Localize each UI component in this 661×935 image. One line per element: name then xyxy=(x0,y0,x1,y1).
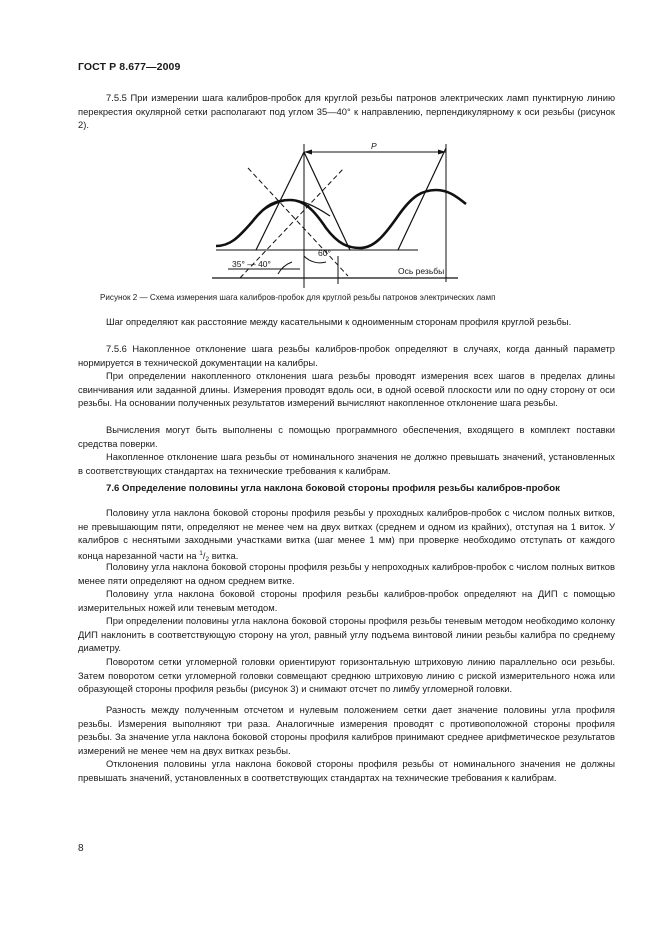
paragraph-7-5-6: 7.5.6 Накопленное отклонение шага резьбы калибров-пробок определяют в случаях, когда данный параметр нормируется в технической документации на калибры. xyxy=(78,343,615,368)
intro-paragraph: 7.5.5 При измерении шага калибров-пробок для круглой резьбы патронов электрических ламп пунктирную линию перекрестия окулярной сетки располагают под углом 35—40° к направлению, перпендикулярному к оси резьбы (рисунок 2). xyxy=(78,92,615,131)
label-range: 35° — 40° xyxy=(232,259,271,269)
paragraph-deviations: Отклонения половины угла наклона боковой стороны профиля резьбы от номинального значения не должны превышать значений, установленных в соответствующих стандартах на технические требования к калибрам. xyxy=(78,758,615,783)
paragraph-calculations: Вычисления могут быть выполнены с помощью программного обеспечения, входящего в комплект поставки средства поверки. xyxy=(78,424,615,449)
paragraph-accumulated-deviation: При определении накопленного отклонения шага резьбы проводят измерения всех шагов в пределах длины свинчивания или заданной длины. Измерения проводят вдоль оси, в одной осевой плоскости или по одну сторону от оси резьбы. На основании полученных результатов измерений вычисляют накопленное отклонение шага резьбы. xyxy=(78,370,615,409)
paragraph-shadow-method: При определении половины угла наклона боковой стороны профиля резьбы теневым методом необходимо колонку ДИП наклонить в соответствующую сторону на угол, равный углу подъема винтовой линии резьбы калибра по среднему диаметру. xyxy=(78,615,615,654)
paragraph-pitch-definition: Шаг определяют как расстояние между касательными к одноименным сторонам профиля круглой резьбы. xyxy=(106,316,572,327)
section-heading-7-6: 7.6 Определение половины угла наклона боковой стороны профиля резьбы калибров-пробок xyxy=(106,483,560,494)
fraction-numerator: 1 xyxy=(199,549,203,557)
thread-pitch-figure xyxy=(208,138,478,288)
paragraph-deviation-limit: Накопленное отклонение шага резьбы от номинального значения не должно превышать значений, установленных в соответствующих стандартах на технические требования к калибрам. xyxy=(78,451,615,476)
paragraph-difference: Разность между полученным отсчетом и нулевым положением сетки дает значение половины угла профиля резьбы. Измерения выполняют три раза. Аналогичные измерения проводят с противоположной стороны профиля резьбы. За значение угла наклона боковой стороны профиля калибров принимают среднее арифметическое результатов измерений не менее чем на двух витках резьбы. xyxy=(78,704,615,756)
inner-arc xyxy=(256,200,330,216)
thread-profile-wave xyxy=(216,190,466,248)
paragraph-reticle-rotation: Поворотом сетки угломерной головки ориентируют горизонтальную штриховую линию параллельно оси резьбы. Затем поворотом сетки угломерной головки совмещают среднюю штриховую линию с риской измерительного ножа или образующей стороны профиля резьбы (рисунок 3) и снимают отсчет по лимбу угломерной головки. xyxy=(78,656,615,695)
label-angle-60: 60° xyxy=(318,248,331,258)
paragraph-half-angle-go-gauges xyxy=(78,506,615,566)
fraction-denominator: 2 xyxy=(205,555,210,563)
document-header: ГОСТ Р 8.677—2009 xyxy=(78,61,181,73)
paragraph-dip-method: Половину угла наклона боковой стороны профиля резьбы калибров-пробок определяют на ДИП с помощью измерительных ножей или теневым методом. xyxy=(78,588,615,613)
label-axis: Ось резьбы xyxy=(398,266,445,276)
label-p: P xyxy=(371,141,377,151)
half-angle-text: Половину угла наклона боковой стороны профиля резьбы у проходных калибров-пробок с числом полных витков, не превышающим пяти, определяют не менее чем на двух витках (среднем и одном из крайних), отступая на 1 виток. У калибров с неснятыми заходными участками витка (шаг менее 1 мм) при проверке необходимо отступать от каждого конца нарезанной части на xyxy=(78,507,615,561)
half-angle-text-end: витка. xyxy=(209,549,239,561)
fraction-separator: / xyxy=(202,549,206,561)
figure-caption: Рисунок 2 — Схема измерения шага калибров-пробок для круглой резьбы патронов электрических ламп xyxy=(100,293,496,302)
angle-arc-35-40 xyxy=(278,262,292,274)
paragraph-nogo-gauges: Половину угла наклона боковой стороны профиля резьбы у непроходных калибров-пробок с числом полных витков менее пяти определяют на одном среднем витке. xyxy=(78,561,615,586)
page-number: 8 xyxy=(78,843,84,854)
thread-pitch-diagram xyxy=(208,138,478,288)
right-tangent-line xyxy=(398,148,446,250)
